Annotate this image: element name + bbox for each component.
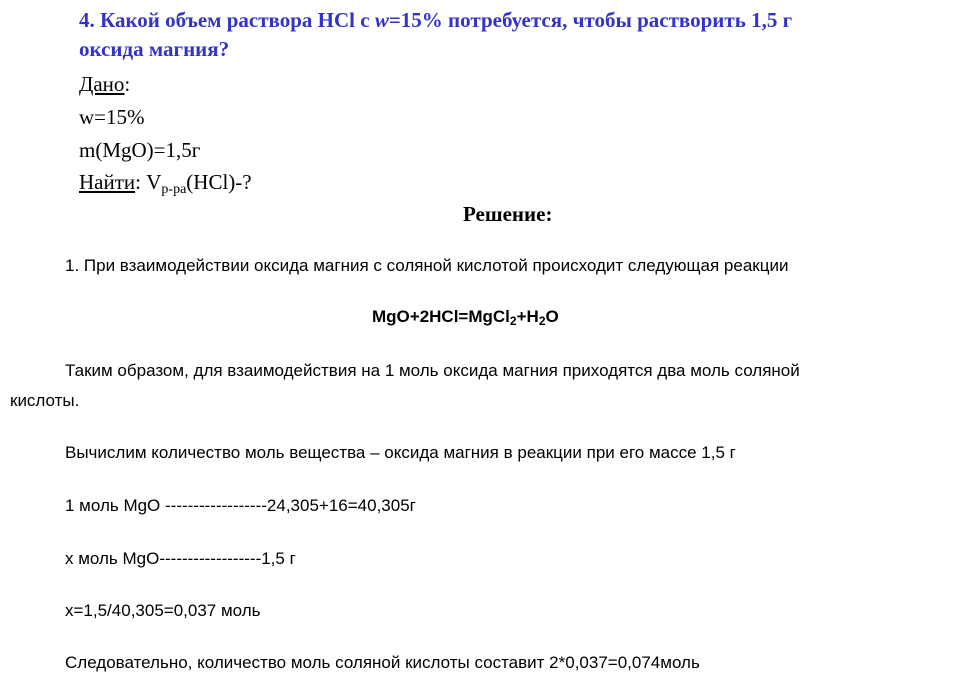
problem-number: 4.: [79, 8, 95, 32]
given-colon: :: [124, 72, 131, 96]
question-text-end: =15% потребуется, чтобы растворить 1,5 г: [388, 8, 793, 32]
paragraph-2: Вычислим количество моль вещества – оксида магния в реакции при его массе 1,5 г: [65, 443, 736, 462]
find-colon: :: [135, 170, 141, 194]
calc-line-1: 1 моль MgO ------------------24,305+16=40,305г: [65, 496, 416, 515]
step-1-text: 1. При взаимодействии оксида магния с соляной кислотой происходит следующая реакции: [65, 256, 789, 275]
given-label: [79, 72, 130, 97]
problem-title-line2: оксида магния?: [79, 37, 230, 61]
given-mass: m(MgO)=1,5г: [79, 138, 201, 162]
mass-fraction-symbol: w: [374, 8, 389, 32]
find-line: [79, 170, 252, 198]
paragraph-1-line-2: кислоты.: [10, 391, 80, 410]
equation-sub-2: 2: [538, 314, 546, 328]
find-volume-subscript: р-ра: [161, 182, 187, 197]
find-label: Найти: [79, 170, 136, 194]
equation-sub-1: 2: [509, 314, 517, 328]
given-label-text: Дано: [79, 72, 125, 96]
solution-heading: Решение:: [463, 202, 553, 226]
equation-left: MgO+2HCl=MgCl: [372, 307, 510, 326]
question-text-start: Какой объем раствора HCl с: [100, 8, 370, 32]
find-volume-symbol: V: [140, 170, 162, 194]
paragraph-1-line-1: Таким образом, для взаимодействия на 1 моль оксида магния приходятся два моль соляной: [65, 361, 800, 380]
conclusion: Следовательно, количество моль соляной кислоты составит 2*0,037=0,074моль: [65, 653, 700, 672]
equation-right: O: [545, 307, 559, 326]
reaction-equation: [372, 307, 559, 328]
given-mass-fraction: w=15%: [79, 105, 145, 129]
find-target: (HCl)-?: [186, 170, 252, 194]
calc-line-2: х моль MgO------------------1,5 г: [65, 549, 296, 568]
equation-mid: +H: [516, 307, 539, 326]
calc-line-3: x=1,5/40,305=0,037 моль: [65, 601, 261, 620]
problem-title: [79, 6, 792, 35]
